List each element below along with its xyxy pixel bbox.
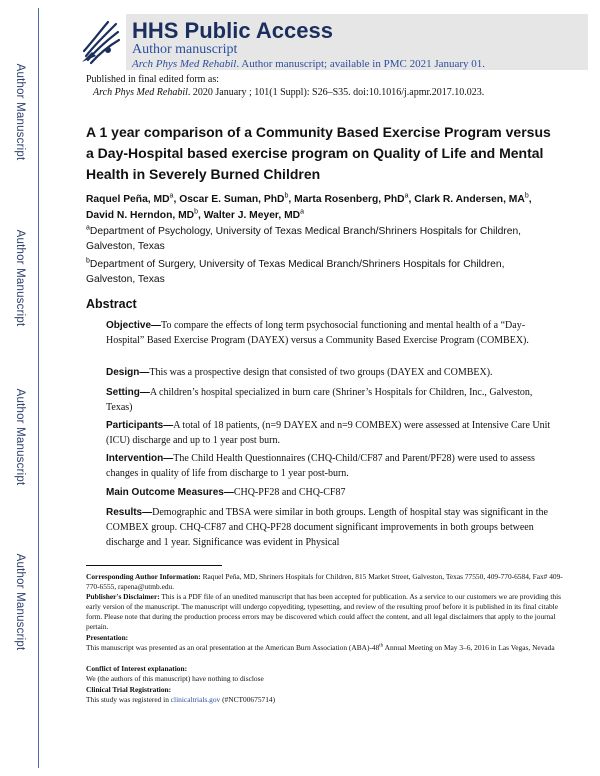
- conflict-of-interest-note: [86, 664, 566, 684]
- author-name: David N. Herndon, MD: [86, 210, 195, 221]
- presentation-note: [86, 633, 566, 653]
- section-text: Demographic and TBSA were similar in both groups. Length of hospital stay was significant in the COMBEX group. CHQ-CF87 and CHQ-PF28 document significant improvements in both groups between discharge and 1 year. Significance was evident in Physical: [106, 507, 548, 548]
- section-label: Objective—: [106, 320, 162, 331]
- section-label: Setting—: [106, 387, 150, 398]
- footnote-text: This study was registered in: [86, 695, 171, 704]
- section-label: Main Outcome Measures—: [106, 487, 234, 498]
- author-separator: ,: [198, 210, 204, 221]
- section-text: A total of 18 patients, (n=9 DAYEX and n=9 COMBEX) were assessed at Intensive Care Unit (ICU) discharge and up to 1 year post burn.: [106, 420, 551, 446]
- author-name: Oscar E. Suman, PhD: [179, 194, 285, 205]
- footnote-label: Corresponding Author Information:: [86, 572, 201, 581]
- section-text: A children’s hospital specialized in burn care (Shriner’s Hospitals for Children, Inc., Galveston, Texas): [106, 387, 533, 413]
- footnote-text: Annual Meeting on May 3–6, 2016 in Las Vegas, Nevada: [383, 643, 555, 652]
- abstract-participants: [106, 418, 556, 448]
- published-line-1: Published in final edited form as:: [86, 74, 220, 85]
- affiliation-text: Department of Surgery, University of Texas Medical Branch/Shriners Hospitals for Children, Galveston, Texas: [86, 259, 505, 285]
- author-affiliation-mark: a: [404, 192, 409, 200]
- abstract-outcome: [106, 485, 556, 500]
- footnote-label: Conflict of Interest explanation:: [86, 664, 188, 673]
- publisher-disclaimer-note: [86, 592, 566, 632]
- footnote-text: We (the authors of this manuscript) have nothing to disclose: [86, 674, 264, 683]
- published-details: . 2020 January ; 101(1 Suppl): S26–S35. doi:10.1016/j.apmr.2017.10.023.: [187, 87, 485, 98]
- author-list: [86, 192, 556, 224]
- affiliation-b: [86, 257, 556, 287]
- journal-abbrev: Arch Phys Med Rehabil: [132, 58, 237, 70]
- footnote-text: This manuscript was presented as an oral presentation at the American Burn Association (ABA)-48: [86, 643, 380, 652]
- footnote-label: Presentation:: [86, 633, 129, 642]
- author-separator: ,: [528, 194, 532, 205]
- published-line-2: [86, 86, 484, 99]
- footnote-divider: [86, 565, 222, 566]
- abstract-intervention: [106, 451, 556, 481]
- corresponding-author-note: [86, 572, 566, 592]
- author-affiliation-mark: b: [524, 192, 529, 200]
- hhs-title: HHS Public Access: [132, 18, 333, 43]
- affiliation-a: [86, 224, 556, 254]
- affiliation-key: b: [86, 257, 90, 265]
- affiliation-key: a: [86, 224, 90, 232]
- hhs-eagle-icon: [78, 16, 124, 66]
- published-info: [86, 73, 484, 99]
- author-affiliation-mark: b: [284, 192, 289, 200]
- section-label: Participants—: [106, 420, 174, 431]
- author-separator: ,: [288, 194, 295, 205]
- author-name: Raquel Peña, MD: [86, 194, 170, 205]
- clinicaltrials-link[interactable]: clinicaltrials.gov: [170, 695, 221, 704]
- footnote-text: Raquel Peña, MD, Shriners Hospitals for Children, 815 Market Street, Galveston, Texas 77550, 409-770-6584, Fax# 409-770-6555, rapena@utmb.edu.: [86, 572, 563, 591]
- ordinal-suffix: th: [379, 643, 384, 649]
- author-affiliation-mark: a: [169, 192, 174, 200]
- section-text: This was a prospective design that consisted of two groups (DAYEX and COMBEX).: [149, 367, 493, 378]
- abstract-design: [106, 365, 556, 380]
- author-name: Marta Rosenberg, PhD: [294, 194, 405, 205]
- section-text: CHQ-PF28 and CHQ-CF87: [233, 487, 346, 498]
- section-text: The Child Health Questionnaires (CHQ-Child/CF87 and Parent/PF28) were used to assess changes in quality of life from discharge to 1 year post-burn.: [106, 453, 535, 479]
- availability-citation: [132, 58, 485, 70]
- author-separator: ,: [173, 194, 180, 205]
- footnote-text: (#NCT00675714): [220, 695, 276, 704]
- abstract-objective: [106, 318, 556, 348]
- footnote-label: Clinical Trial Registration:: [86, 685, 172, 694]
- author-affiliation-mark: b: [194, 208, 199, 216]
- author-affiliation-mark: a: [300, 208, 304, 216]
- section-label: Intervention—: [106, 453, 174, 464]
- section-label: Design—: [106, 367, 150, 378]
- hhs-header-banner: [126, 14, 588, 70]
- section-label: Results—: [106, 507, 153, 518]
- abstract-setting: [106, 385, 556, 415]
- footnote-label: Publisher's Disclaimer:: [86, 592, 160, 601]
- author-name: Walter J. Meyer, MD: [203, 210, 301, 221]
- side-label-3: Author Manuscript: [14, 388, 26, 486]
- clinical-trial-note: [86, 685, 566, 705]
- side-label-2: Author Manuscript: [14, 229, 26, 327]
- manuscript-label: Author manuscript: [132, 42, 238, 57]
- author-name: Clark R. Andersen, MA: [414, 194, 525, 205]
- abstract-heading: Abstract: [86, 297, 137, 311]
- side-label-4: Author Manuscript: [14, 553, 26, 651]
- side-label-1: Author Manuscript: [14, 63, 26, 161]
- footnote-text: This is a PDF file of an unedited manuscript that has been accepted for publication. As a service to our customers we are providing this early version of the manuscript. The manuscript will undergo copyediting, typesetting, and review of the resulting proof before it is published in its final citable form. Please note that during the production process errors may be discovered which could affect the content, and all legal disclaimers that apply to the journal pertain.: [86, 592, 562, 631]
- published-journal: Arch Phys Med Rehabil: [93, 87, 188, 98]
- affiliation-text: Department of Psychology, University of Texas Medical Branch/Shriners Hospitals for Children, Galveston, Texas: [86, 226, 522, 252]
- section-text: To compare the effects of long term psychosocial functioning and mental health of a “Day-Hospital” Based Exercise Program (DAYEX) versus a Community Based Exercise Program (COMBEX).: [106, 320, 529, 346]
- availability-text: . Author manuscript; available in PMC 2021 January 01.: [236, 58, 486, 70]
- rail-divider: [38, 8, 39, 768]
- article-title: A 1 year comparison of a Community Based Exercise Program versus a Day-Hospital based exercise program on Quality of Life and Mental Health in Severely Burned Children: [86, 124, 551, 182]
- side-rail: [0, 0, 40, 776]
- author-separator: ,: [408, 194, 415, 205]
- abstract-results: [106, 505, 556, 550]
